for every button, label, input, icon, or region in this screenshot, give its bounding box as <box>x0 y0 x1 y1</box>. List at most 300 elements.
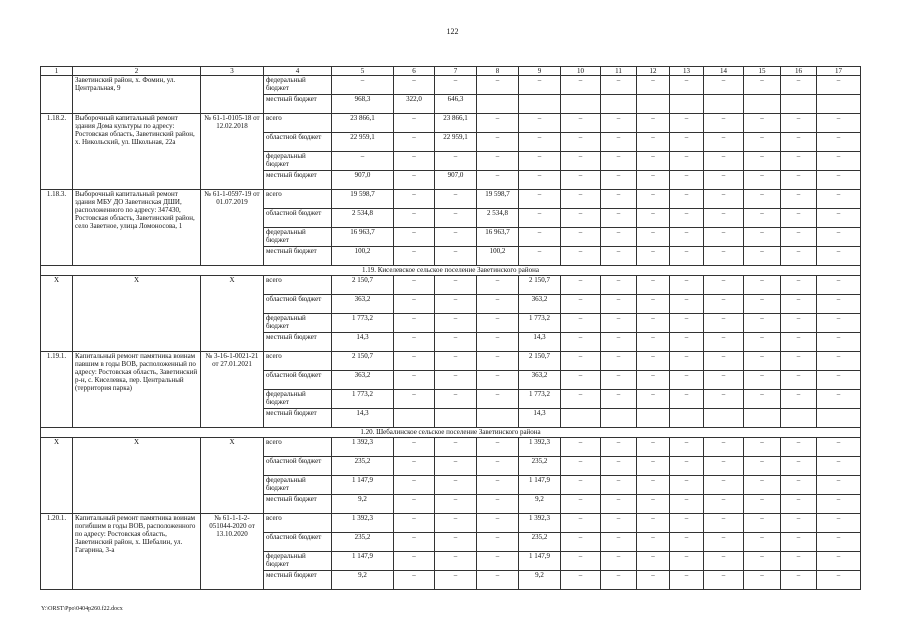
amount-cell: – <box>704 76 744 95</box>
funding-source: областной бюджет <box>264 133 332 152</box>
amount-cell: – <box>817 533 861 552</box>
amount-cell: – <box>601 114 637 133</box>
amount-cell: – <box>817 247 861 266</box>
amount-cell: 1 773,2 <box>332 314 394 333</box>
amount-cell: – <box>670 457 704 476</box>
amount-cell: – <box>670 552 704 571</box>
amount-cell: – <box>670 133 704 152</box>
amount-cell: – <box>704 333 744 352</box>
amount-cell: – <box>670 152 704 171</box>
amount-cell <box>704 95 744 114</box>
document-number: № 61-1-0105-18 от 12.02.2018 <box>201 114 264 190</box>
document-number: № 3-16-1-0021-21 от 27.01.2021 <box>201 352 264 428</box>
amount-cell: – <box>332 152 394 171</box>
amount-cell: – <box>817 571 861 590</box>
amount-cell: – <box>704 247 744 266</box>
amount-cell: 23 866,1 <box>435 114 477 133</box>
amount-cell: – <box>744 495 781 514</box>
amount-cell <box>601 95 637 114</box>
amount-cell: – <box>670 571 704 590</box>
amount-cell: – <box>394 552 435 571</box>
amount-cell: – <box>670 76 704 95</box>
amount-cell: – <box>561 476 601 495</box>
amount-cell: 19 598,7 <box>477 190 519 209</box>
amount-cell: 2 534,8 <box>332 209 394 228</box>
budget-table <box>40 66 861 590</box>
item-number: Х <box>41 438 73 514</box>
amount-cell: 100,2 <box>477 247 519 266</box>
amount-cell: – <box>781 76 817 95</box>
amount-cell: – <box>394 228 435 247</box>
amount-cell: – <box>781 438 817 457</box>
amount-cell: 2 150,7 <box>519 276 561 295</box>
amount-cell: – <box>477 114 519 133</box>
item-number: 1.20.1. <box>41 514 73 590</box>
amount-cell: 2 534,8 <box>477 209 519 228</box>
amount-cell: – <box>394 390 435 409</box>
amount-cell: – <box>601 571 637 590</box>
amount-cell: – <box>435 438 477 457</box>
amount-cell: – <box>601 228 637 247</box>
amount-cell: – <box>817 438 861 457</box>
table-row <box>41 76 861 95</box>
amount-cell: – <box>601 247 637 266</box>
amount-cell: – <box>744 295 781 314</box>
amount-cell: – <box>704 476 744 495</box>
amount-cell: – <box>394 438 435 457</box>
amount-cell: – <box>817 495 861 514</box>
amount-cell: – <box>704 457 744 476</box>
amount-cell: – <box>744 76 781 95</box>
column-number: 7 <box>435 67 477 76</box>
amount-cell: – <box>781 571 817 590</box>
amount-cell <box>561 95 601 114</box>
amount-cell: – <box>670 247 704 266</box>
amount-cell: – <box>477 314 519 333</box>
amount-cell: – <box>601 209 637 228</box>
amount-cell: – <box>477 390 519 409</box>
amount-cell: – <box>670 114 704 133</box>
amount-cell: – <box>394 76 435 95</box>
amount-cell: – <box>744 333 781 352</box>
section-row <box>41 428 861 438</box>
amount-cell: 363,2 <box>519 371 561 390</box>
column-number: 3 <box>201 67 264 76</box>
file-path-footer: Y:\ORST\Ppo\0404p260.f22.docx <box>41 606 123 612</box>
amount-cell: – <box>744 209 781 228</box>
amount-cell: – <box>394 295 435 314</box>
amount-cell: – <box>519 171 561 190</box>
amount-cell: – <box>561 371 601 390</box>
amount-cell: – <box>477 371 519 390</box>
column-number-row <box>41 67 861 76</box>
funding-source: местный бюджет <box>264 495 332 514</box>
amount-cell: – <box>477 133 519 152</box>
amount-cell <box>435 409 477 428</box>
amount-cell: – <box>817 209 861 228</box>
amount-cell: – <box>781 476 817 495</box>
column-number: 6 <box>394 67 435 76</box>
amount-cell: – <box>601 352 637 371</box>
amount-cell: 1 147,9 <box>332 552 394 571</box>
amount-cell: – <box>435 247 477 266</box>
amount-cell: – <box>561 571 601 590</box>
funding-source: всего <box>264 352 332 371</box>
amount-cell: – <box>704 152 744 171</box>
funding-source: федеральный бюджет <box>264 228 332 247</box>
amount-cell: – <box>435 352 477 371</box>
amount-cell: 9,2 <box>519 571 561 590</box>
amount-cell: – <box>561 457 601 476</box>
amount-cell <box>670 409 704 428</box>
amount-cell: – <box>477 171 519 190</box>
page-number: 122 <box>446 27 459 36</box>
amount-cell: – <box>637 371 670 390</box>
amount-cell: 100,2 <box>332 247 394 266</box>
amount-cell: – <box>670 228 704 247</box>
amount-cell: – <box>704 552 744 571</box>
document-number: Х <box>201 438 264 514</box>
amount-cell: – <box>435 295 477 314</box>
amount-cell: – <box>394 457 435 476</box>
section-title: 1.20. Шебалинское сельское поселение Заветинского района <box>41 428 861 438</box>
amount-cell: 14,3 <box>519 333 561 352</box>
amount-cell: – <box>519 114 561 133</box>
item-number: 1.19.1. <box>41 352 73 428</box>
amount-cell: – <box>670 171 704 190</box>
amount-cell: – <box>561 228 601 247</box>
object-name: Капитальный ремонт памятника воинам павшим в годы ВОВ, расположенный по адресу: Ростовская область, Заветинский р-н, с. Киселевка, пер. Центральный (территория парка) <box>73 352 201 428</box>
amount-cell: – <box>637 152 670 171</box>
amount-cell: – <box>561 495 601 514</box>
amount-cell <box>744 409 781 428</box>
amount-cell <box>781 95 817 114</box>
amount-cell: – <box>561 152 601 171</box>
amount-cell: – <box>670 352 704 371</box>
amount-cell: – <box>817 390 861 409</box>
amount-cell: – <box>781 533 817 552</box>
amount-cell: – <box>435 390 477 409</box>
amount-cell: – <box>781 152 817 171</box>
amount-cell: – <box>817 333 861 352</box>
amount-cell: – <box>817 476 861 495</box>
amount-cell: – <box>435 552 477 571</box>
amount-cell: – <box>637 571 670 590</box>
amount-cell: – <box>394 190 435 209</box>
amount-cell: – <box>561 333 601 352</box>
amount-cell: 646,3 <box>435 95 477 114</box>
amount-cell: – <box>744 514 781 533</box>
amount-cell: – <box>477 438 519 457</box>
amount-cell: – <box>704 190 744 209</box>
amount-cell: 2 150,7 <box>519 352 561 371</box>
amount-cell: – <box>435 209 477 228</box>
amount-cell: – <box>601 476 637 495</box>
amount-cell: 23 866,1 <box>332 114 394 133</box>
amount-cell: – <box>817 114 861 133</box>
amount-cell: – <box>781 333 817 352</box>
amount-cell: 322,0 <box>394 95 435 114</box>
amount-cell: – <box>601 171 637 190</box>
amount-cell: – <box>670 209 704 228</box>
amount-cell: 235,2 <box>332 457 394 476</box>
amount-cell: – <box>561 438 601 457</box>
amount-cell: – <box>394 114 435 133</box>
amount-cell: 1 147,9 <box>519 476 561 495</box>
amount-cell: – <box>601 438 637 457</box>
amount-cell: – <box>637 314 670 333</box>
amount-cell: – <box>435 152 477 171</box>
funding-source: областной бюджет <box>264 533 332 552</box>
amount-cell: – <box>561 247 601 266</box>
object-name: Х <box>73 438 201 514</box>
table-row <box>41 352 861 371</box>
amount-cell: – <box>637 552 670 571</box>
amount-cell: – <box>519 76 561 95</box>
amount-cell: 363,2 <box>332 371 394 390</box>
amount-cell: – <box>744 114 781 133</box>
amount-cell: 363,2 <box>332 295 394 314</box>
column-number: 4 <box>264 67 332 76</box>
amount-cell: – <box>394 495 435 514</box>
amount-cell: – <box>601 333 637 352</box>
amount-cell: – <box>781 457 817 476</box>
table-row <box>41 438 861 457</box>
amount-cell: – <box>781 495 817 514</box>
amount-cell: – <box>637 209 670 228</box>
amount-cell: – <box>435 514 477 533</box>
amount-cell: – <box>817 76 861 95</box>
amount-cell: – <box>744 390 781 409</box>
column-number: 11 <box>601 67 637 76</box>
amount-cell: – <box>637 133 670 152</box>
amount-cell: 1 392,3 <box>519 514 561 533</box>
amount-cell: – <box>704 295 744 314</box>
amount-cell: – <box>394 514 435 533</box>
amount-cell: 1 773,2 <box>332 390 394 409</box>
funding-source: всего <box>264 438 332 457</box>
amount-cell: – <box>394 352 435 371</box>
amount-cell: – <box>561 514 601 533</box>
amount-cell: – <box>519 247 561 266</box>
amount-cell: 9,2 <box>519 495 561 514</box>
amount-cell: 235,2 <box>519 457 561 476</box>
amount-cell: – <box>704 390 744 409</box>
amount-cell: – <box>332 76 394 95</box>
amount-cell: – <box>781 209 817 228</box>
table-row <box>41 514 861 533</box>
object-name: Заветинский район, х. Фомин, ул. Центральная, 9 <box>73 76 201 114</box>
amount-cell: – <box>781 190 817 209</box>
amount-cell: – <box>744 533 781 552</box>
amount-cell: – <box>670 390 704 409</box>
funding-source: всего <box>264 114 332 133</box>
amount-cell: – <box>477 276 519 295</box>
amount-cell <box>394 409 435 428</box>
amount-cell: – <box>394 276 435 295</box>
funding-source: федеральный бюджет <box>264 76 332 95</box>
amount-cell: – <box>561 276 601 295</box>
funding-source: федеральный бюджет <box>264 552 332 571</box>
funding-source: всего <box>264 514 332 533</box>
amount-cell: – <box>435 333 477 352</box>
amount-cell: – <box>817 152 861 171</box>
amount-cell: 907,0 <box>332 171 394 190</box>
amount-cell: 1 773,2 <box>519 314 561 333</box>
amount-cell: – <box>637 171 670 190</box>
funding-source: областной бюджет <box>264 209 332 228</box>
amount-cell: – <box>781 276 817 295</box>
table-row <box>41 190 861 209</box>
amount-cell: – <box>561 190 601 209</box>
amount-cell: – <box>781 371 817 390</box>
amount-cell: 1 147,9 <box>519 552 561 571</box>
amount-cell: 2 150,7 <box>332 352 394 371</box>
document-number <box>201 76 264 114</box>
funding-source: местный бюджет <box>264 95 332 114</box>
amount-cell: – <box>817 314 861 333</box>
amount-cell: – <box>704 495 744 514</box>
column-number: 10 <box>561 67 601 76</box>
amount-cell: – <box>704 114 744 133</box>
amount-cell: – <box>477 295 519 314</box>
amount-cell: – <box>817 352 861 371</box>
object-name: Выборочный капитальный ремонт здания Дома культуры по адресу: Ростовская область, Заветинский район, х. Никольский, ул. Школьная, 22а <box>73 114 201 190</box>
amount-cell: – <box>637 114 670 133</box>
funding-source: федеральный бюджет <box>264 476 332 495</box>
amount-cell: – <box>637 514 670 533</box>
amount-cell: – <box>781 390 817 409</box>
amount-cell: – <box>561 114 601 133</box>
amount-cell: – <box>601 390 637 409</box>
amount-cell: – <box>781 247 817 266</box>
amount-cell: – <box>561 533 601 552</box>
amount-cell: – <box>781 171 817 190</box>
amount-cell <box>704 409 744 428</box>
amount-cell: – <box>781 114 817 133</box>
amount-cell: – <box>477 533 519 552</box>
amount-cell: – <box>601 295 637 314</box>
document-number: Х <box>201 276 264 352</box>
amount-cell: – <box>637 390 670 409</box>
amount-cell: – <box>781 314 817 333</box>
amount-cell: – <box>670 333 704 352</box>
amount-cell: – <box>637 495 670 514</box>
item-number: Х <box>41 276 73 352</box>
amount-cell: – <box>394 209 435 228</box>
table-row <box>41 114 861 133</box>
amount-cell: 14,3 <box>332 333 394 352</box>
amount-cell <box>477 409 519 428</box>
column-number: 14 <box>704 67 744 76</box>
amount-cell: – <box>561 76 601 95</box>
amount-cell: – <box>477 495 519 514</box>
amount-cell: – <box>704 209 744 228</box>
amount-cell: 14,3 <box>519 409 561 428</box>
column-number: 5 <box>332 67 394 76</box>
amount-cell: – <box>670 514 704 533</box>
amount-cell: – <box>670 438 704 457</box>
amount-cell: – <box>744 552 781 571</box>
funding-source: областной бюджет <box>264 295 332 314</box>
amount-cell: – <box>394 476 435 495</box>
amount-cell: – <box>637 295 670 314</box>
amount-cell: – <box>744 352 781 371</box>
amount-cell: – <box>817 457 861 476</box>
amount-cell: 14,3 <box>332 409 394 428</box>
amount-cell: – <box>637 457 670 476</box>
amount-cell: – <box>704 352 744 371</box>
amount-cell: – <box>601 190 637 209</box>
amount-cell <box>744 95 781 114</box>
amount-cell: – <box>744 476 781 495</box>
amount-cell <box>670 95 704 114</box>
column-number: 1 <box>41 67 73 76</box>
amount-cell: – <box>817 295 861 314</box>
amount-cell: – <box>519 190 561 209</box>
amount-cell: – <box>744 371 781 390</box>
funding-source: федеральный бюджет <box>264 390 332 409</box>
column-number: 17 <box>817 67 861 76</box>
amount-cell: 9,2 <box>332 571 394 590</box>
amount-cell: – <box>601 552 637 571</box>
amount-cell: – <box>744 190 781 209</box>
column-number: 2 <box>73 67 201 76</box>
amount-cell: – <box>561 295 601 314</box>
funding-source: областной бюджет <box>264 371 332 390</box>
amount-cell: – <box>519 209 561 228</box>
amount-cell: – <box>601 152 637 171</box>
amount-cell: 16 963,7 <box>477 228 519 247</box>
amount-cell: – <box>670 190 704 209</box>
amount-cell: – <box>781 133 817 152</box>
amount-cell: 9,2 <box>332 495 394 514</box>
amount-cell: – <box>817 133 861 152</box>
amount-cell: – <box>435 276 477 295</box>
amount-cell: 1 147,9 <box>332 476 394 495</box>
amount-cell: – <box>435 476 477 495</box>
amount-cell: – <box>435 533 477 552</box>
amount-cell: – <box>670 295 704 314</box>
amount-cell: – <box>561 209 601 228</box>
amount-cell: – <box>601 514 637 533</box>
object-name: Капитальный ремонт памятника воинам погибшим в годы ВОВ, расположенного по адресу: Ростовская область, Заветинский район, х. Шебалин, ул. Гагарина, 3-а <box>73 514 201 590</box>
amount-cell: – <box>704 371 744 390</box>
amount-cell: – <box>670 533 704 552</box>
amount-cell: 22 959,1 <box>332 133 394 152</box>
amount-cell: – <box>561 390 601 409</box>
amount-cell: – <box>704 514 744 533</box>
amount-cell: – <box>435 76 477 95</box>
funding-source: местный бюджет <box>264 571 332 590</box>
amount-cell: – <box>637 533 670 552</box>
amount-cell: – <box>704 133 744 152</box>
amount-cell: – <box>704 276 744 295</box>
amount-cell: – <box>519 228 561 247</box>
amount-cell: – <box>394 571 435 590</box>
amount-cell: – <box>744 314 781 333</box>
table-row <box>41 276 861 295</box>
amount-cell: – <box>817 514 861 533</box>
amount-cell: – <box>781 514 817 533</box>
amount-cell: – <box>519 152 561 171</box>
amount-cell: – <box>561 552 601 571</box>
amount-cell: 19 598,7 <box>332 190 394 209</box>
amount-cell: 1 392,3 <box>519 438 561 457</box>
amount-cell: – <box>394 314 435 333</box>
amount-cell: 968,3 <box>332 95 394 114</box>
amount-cell: – <box>670 476 704 495</box>
